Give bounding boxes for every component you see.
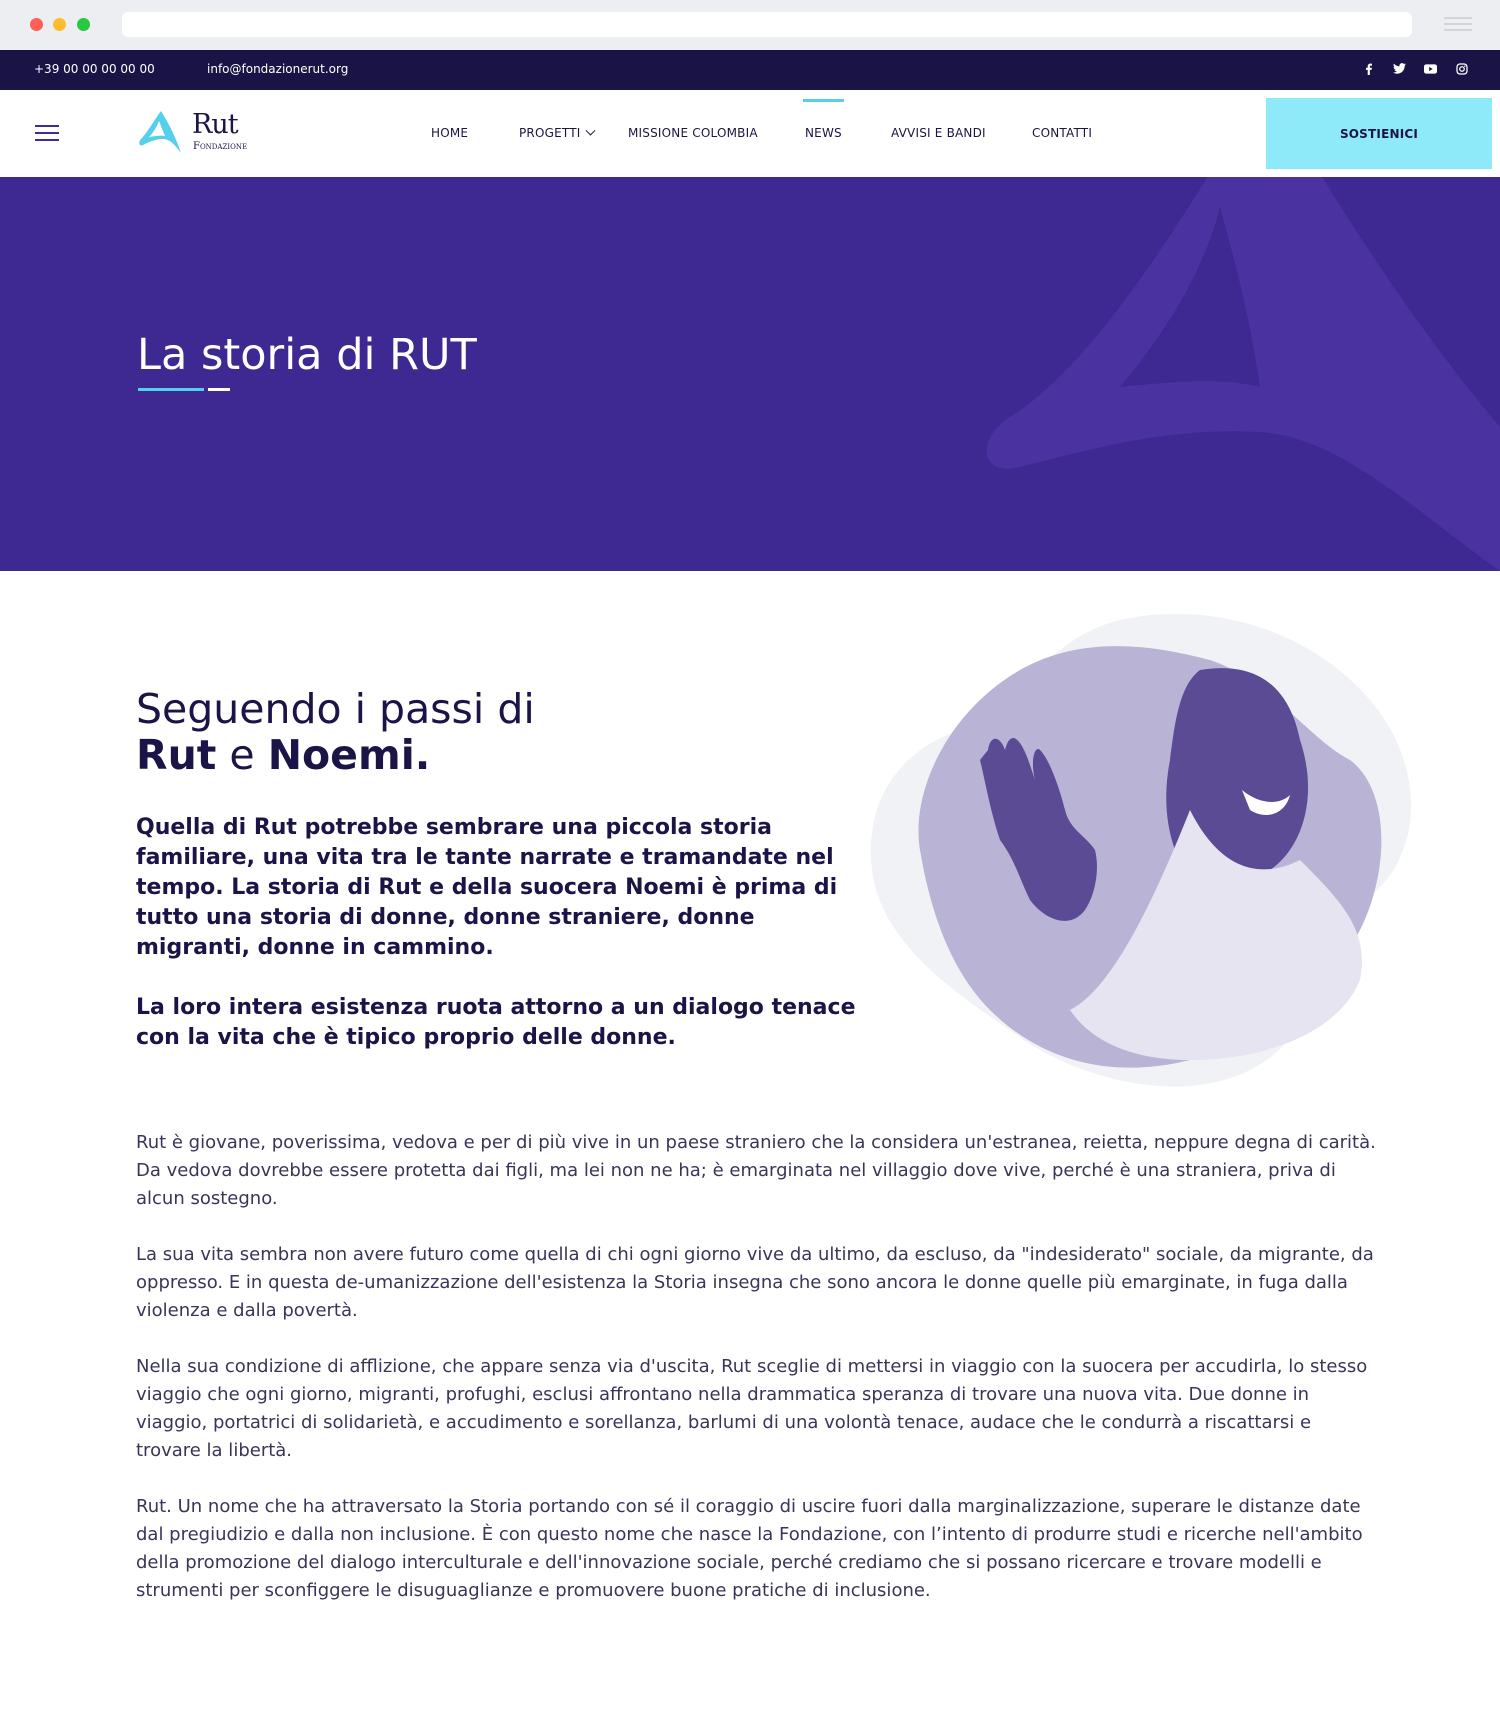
headline-name2: Noemi.	[267, 731, 431, 779]
maximize-window-dot[interactable]	[77, 18, 90, 31]
chevron-down-icon	[585, 126, 595, 136]
facebook-icon[interactable]	[1360, 60, 1377, 77]
phone-number[interactable]: +39 00 00 00 00 00	[34, 62, 155, 76]
close-window-dot[interactable]	[30, 18, 43, 31]
hero-logo-watermark	[970, 177, 1500, 571]
section-headline	[136, 686, 535, 778]
browser-chrome	[0, 0, 1500, 50]
lead-text	[136, 813, 856, 1083]
body-paragraph-1: Rut è giovane, poverissima, vedova e per di più vive in un paese straniero che la considera un'estranea, reietta, neppure degna di carità. Da vedova dovrebbe essere protetta dai figli, ma lei non ne ha; è emarginata nel villaggio dove vive, perché è una straniera, priva di alcun sostegno.	[136, 1132, 1376, 1209]
page-title: La storia di RUT	[137, 330, 477, 380]
headline-conj: e	[229, 731, 255, 779]
nav-item-missione-colombia[interactable]: MISSIONE COLOMBIA	[628, 126, 758, 140]
nav-item-avvisi-e-bandi[interactable]: AVVISI E BANDI	[891, 126, 986, 140]
donate-button[interactable]: SOSTIENICI	[1266, 98, 1492, 169]
instagram-icon[interactable]	[1453, 60, 1470, 77]
youtube-icon[interactable]	[1422, 60, 1439, 77]
top-info-bar	[0, 50, 1500, 90]
lead-paragraph-2: La loro intera esistenza ruota attorno a un dialogo tenace con la vita che è tipico proprio delle donne.	[136, 995, 856, 1050]
logo-mark-icon	[137, 109, 185, 155]
lead-paragraph-1: Quella di Rut potrebbe sembrare una piccola storia familiare, una vita tra le tante narrate e tramandate nel tempo. La storia di Rut e della suocera Noemi è prima di tutto una storia di donne, donne straniere, donne migranti, donne in cammino.	[136, 815, 838, 960]
main-navigation	[0, 90, 1500, 177]
hero-banner	[0, 177, 1500, 571]
body-paragraph-4: Rut. Un nome che ha attraversato la Storia portando con sé il coraggio di uscire fuori dalla marginalizzazione, superare le distanze date dal pregiudizio e dalla non inclusione. È con questo nome che nasce la Fondazione, con l’intento di produrre studi e ricerche nell'ambito della promozione del dialogo interculturale e dell'innovazione sociale, perché crediamo che si possano ricercare e trovare modelli e strumenti per sconfiggere le disuguaglianze e promuovere buone pratiche di inclusione.	[136, 1496, 1363, 1601]
logo-name: Rut	[192, 109, 238, 140]
portrait-image	[870, 610, 1430, 1090]
body-paragraph-2: La sua vita sembra non avere futuro come quella di chi ogni giorno vive da ultimo, da escluso, da "indesiderato" sociale, da migrante, da oppresso. E in questa de-umanizzazione dell'esistenza la Storia insegna che sono ancora le donne quelle più emarginate, in fuga dalla violenza e dalla povertà.	[136, 1244, 1374, 1321]
nav-item-news[interactable]: NEWS	[805, 126, 842, 140]
nav-item-contatti[interactable]: CONTATTI	[1032, 126, 1093, 140]
article-body	[136, 1129, 1376, 1633]
title-underline-accent	[208, 388, 230, 391]
headline-name1: Rut	[136, 731, 217, 779]
address-bar[interactable]	[122, 12, 1412, 37]
logo-subtitle: Fondazione	[193, 141, 248, 152]
headline-line1: Seguendo i passi di	[136, 685, 535, 733]
twitter-icon[interactable]	[1391, 60, 1408, 77]
title-underline	[138, 388, 204, 391]
nav-item-home[interactable]: HOME	[431, 126, 469, 140]
minimize-window-dot[interactable]	[53, 18, 66, 31]
email-address[interactable]: info@fondazionerut.org	[207, 62, 349, 76]
nav-item-progetti[interactable]	[519, 126, 594, 140]
social-links	[1360, 60, 1470, 77]
logo[interactable]	[137, 109, 267, 157]
browser-menu-icon[interactable]	[1444, 17, 1472, 33]
hamburger-menu-icon[interactable]	[35, 125, 59, 141]
body-paragraph-3: Nella sua condizione di afflizione, che appare senza via d'uscita, Rut sceglie di mettersi in viaggio con la suocera per accudirla, lo stesso viaggio che ogni giorno, migranti, profughi, esclusi affrontano nella drammatica speranza di trovare una nuova vita. Due donne in viaggio, portatrici di solidarietà, e accudimento e sorellanza, barlumi di una volontà tenace, audace che le condurrà a riscattarsi e trovare la libertà.	[136, 1356, 1368, 1461]
nav-item-progetti-label: PROGETTI	[519, 126, 581, 140]
